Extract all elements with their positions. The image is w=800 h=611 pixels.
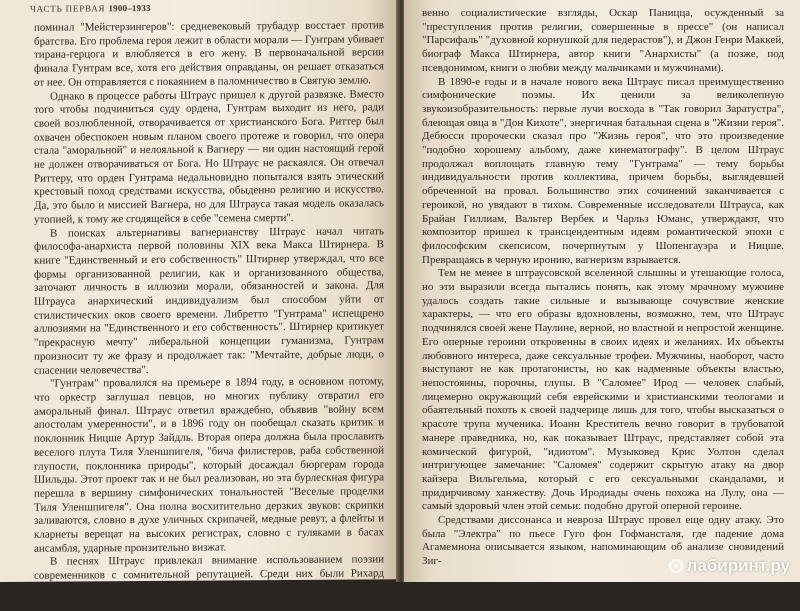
left-page-body xyxy=(34,19,384,611)
paragraph: поминал "Мейстерзингеров": средневековый трубадур восстает против братства. Его проблема героя лежит в области морали — Гунтрам убивает тирана-герцога и влюбляется в его жену. В первоначальной версии финала Гунтрам все, хотя его действия оправданы, он решает отказаться от нее. Он отправляется с покаянием в паломничество в Святую землю. xyxy=(34,19,384,89)
left-page xyxy=(0,0,398,610)
paragraph: В 1890-е годы и в начале нового века Штраус писал преимущественно симфонические поэмы. Их ценили за великолепную звукоизобразительность: первые лучи восхода в "Так говорил Заратустра", блеющая овца в "Дон Кихоте", энергичная батальная сцена в "Жизни героя". Дебюсси пророчески сказал про "Жизнь героя", что это произведение "подобно хорошему альбому, даже кинематографу". В целом Штраус продолжал воплощать главную тему "Гунтрама" — тему борьбы индивидуальности против коллектива, причем борьбы, выглядевшей обреченной на провал. Большинство этих сочинений заканчивается с героикой, но увядают в тихом. Современные исследователи Штрауса, как Брайан Гиллиам, Вальтер Вербек и Чарльз Юманс, утверждают, что композитор пришел к трансцендентным идеям романтической эпохи с философским скепсисом, почерпнутым у Шопенгауэра и Ницше. Превращаясь в черную иронию, вагнеризм взрывается. xyxy=(422,75,784,266)
paragraph: венно социалистические взгляды, Оскар Паницца, осужденный за "преступления против религии, совершенные в прессе" (он написал "Парсифаль" "духовной корнушкой для педерастов"), и Джон Генри Маккей, биограф Макса Штирнера, автор книги "Анархисты" (а позже, под псевдонимом, книги о любви между мальчиками и мужчинами). xyxy=(422,7,784,74)
paragraph: "Гунтрам" провалился на премьере в 1894 году, в основном потому, что оркестр заглушал певцов, но многих публику отвратил его аморальный финал. Штраус ответил враждебно, объявив "войну всем апостолам умеренности", и в 1896 году он пообещал сказать критик и поклонник Ницше Артур Зайдль. Вторая опера должна была прославить веселого плута Тиля Уленшпигеля, "бича филистеров, раба собственной глупости, поклонника природы", который досаждал бюргерам города Шильды. Этот проект так и не был реализован, но эта бурлескная фигура перешла в вершину симфонических тональностей "Веселые проделки Тиля Уленшпигеля". Она полна восхитительно дерзких звуков: скрипки заливаются, словно в духе уличных скрипачей, медные ревут, а флейты и кларнеты верещат на высоких регистрах, словно с гуляками в басах ансамбля, ударные пронзительно визжат. xyxy=(34,375,384,555)
right-page-body xyxy=(422,7,784,569)
paragraph: Средствами диссонанса и невроза Штраус провел еще одну атаку. Это была "Электра" по пьесе Гуго фон Гофмансталя, где падение дома Агамемнона описывается языком, напоминающим об анализе сновидений Зиг- xyxy=(422,514,784,568)
watermark-text: лабиринт.ру xyxy=(686,556,790,575)
running-head-left xyxy=(30,3,151,18)
watermark-logo-icon xyxy=(669,559,683,573)
paragraph: Однако в процессе работы Штраус пришел к другой развязке. Вместо того чтобы подчиниться суду ордена, Гунтрам выходит из него, ради своей возлюбленной, отворачивается от христианского Бога. Риттер был охвачен обеспокоен новым планом своего протеже и говорил, что опера стала "аморальной" и нелояльной к Вагнеру — ни один настоящий герой не должен отворачиваться от Бога. Но Штраус не раскаялся. Он отвечал Риттеру, что орден Гунтрама недальновидно попытался взять этический крестовый поход средствами искусства, обыденно религию и искусство. Да, это было и миссией Вагнера, но для Штрауса такая модель оказалась утопией, к тому же сгодящейся в себе "семена смерти". xyxy=(34,87,384,226)
watermark xyxy=(669,556,790,576)
paragraph: В песнях Штраус привлекал внимание использованием поэзии современников с сомнительной репутацией. Среди них были Рихард Демель, защитник свободной любви, Карл Хенкель, запрещенный в Германии за откро- xyxy=(34,553,384,610)
paragraph: Тем не менее в штраусовской вселенной слышны и утешающие голоса, но эти выразили всегда пытались понять, как этому мрачному мужчине удалось создать такие сильные и вызывающе сочувствие женские характеры, — что его образы вдохновлены, возможно, тем, что Штраус подчинялся своей жене Паулине, верной, но властной и непростой женщине. Его оперные героини откровенны в своих идеях и желаниях. Их объекты любовного интереса, даже сексуальные трофеи. Мужчины, наоборот, часто выступают не как протагонисты, но как надменные объекты властью, непостоянны, порочны, глупы. В "Саломее" Ирод — человек слабый, лицемерно окружающий себя еврейскими и христианскими теологами и обаятельный похоть к своей падчерице лишь для того, чтобы высказаться о красоте трупа мученика. Иоанн Креститель вечно говорит в трубоватой манере праведника, но, как показывает Штраус, представляет собой эта комической фигурой, "идиотом". Музыковед Крис Уолтон сделал интригующее замечание: "Саломея" содержит скрытую атаку на двор кайзера Вильгельма, который с его сексуальными скандалами, и придирчивому ханжеству. Дочь Иродиады очень похожа на Лулу, она — самый здоровый член этой семьи: подобно другой оперной героине. xyxy=(422,267,784,513)
running-head-years: 1900–1933 xyxy=(108,2,151,14)
paragraph: В поисках альтернативы вагнерианству Штраус начал читать философа-анархиста первой половины XIX века Макса Штирнера. В книге "Единственный и его собственность" Штирнер утверждал, что все формы организованной религии, как и организованного общества, заточают личность в иллюзии морали, обязанностей и закона. Для Штрауса анархический индивидуализм был способом уйти от стилистических оков своего времени. Либретто "Гунтрама" испещрено аллюзиями на "Единственного и его собственность". Штирнер критикует "прекрасную мечту" либеральной концепции гуманизма, Гунтрам произносит ту же фразу и продолжает так: "Мечтайте, добрые люди, о спасении человечества". xyxy=(34,224,384,377)
right-page xyxy=(404,0,800,582)
running-head-part: ЧАСТЬ ПЕРВАЯ xyxy=(30,3,106,14)
